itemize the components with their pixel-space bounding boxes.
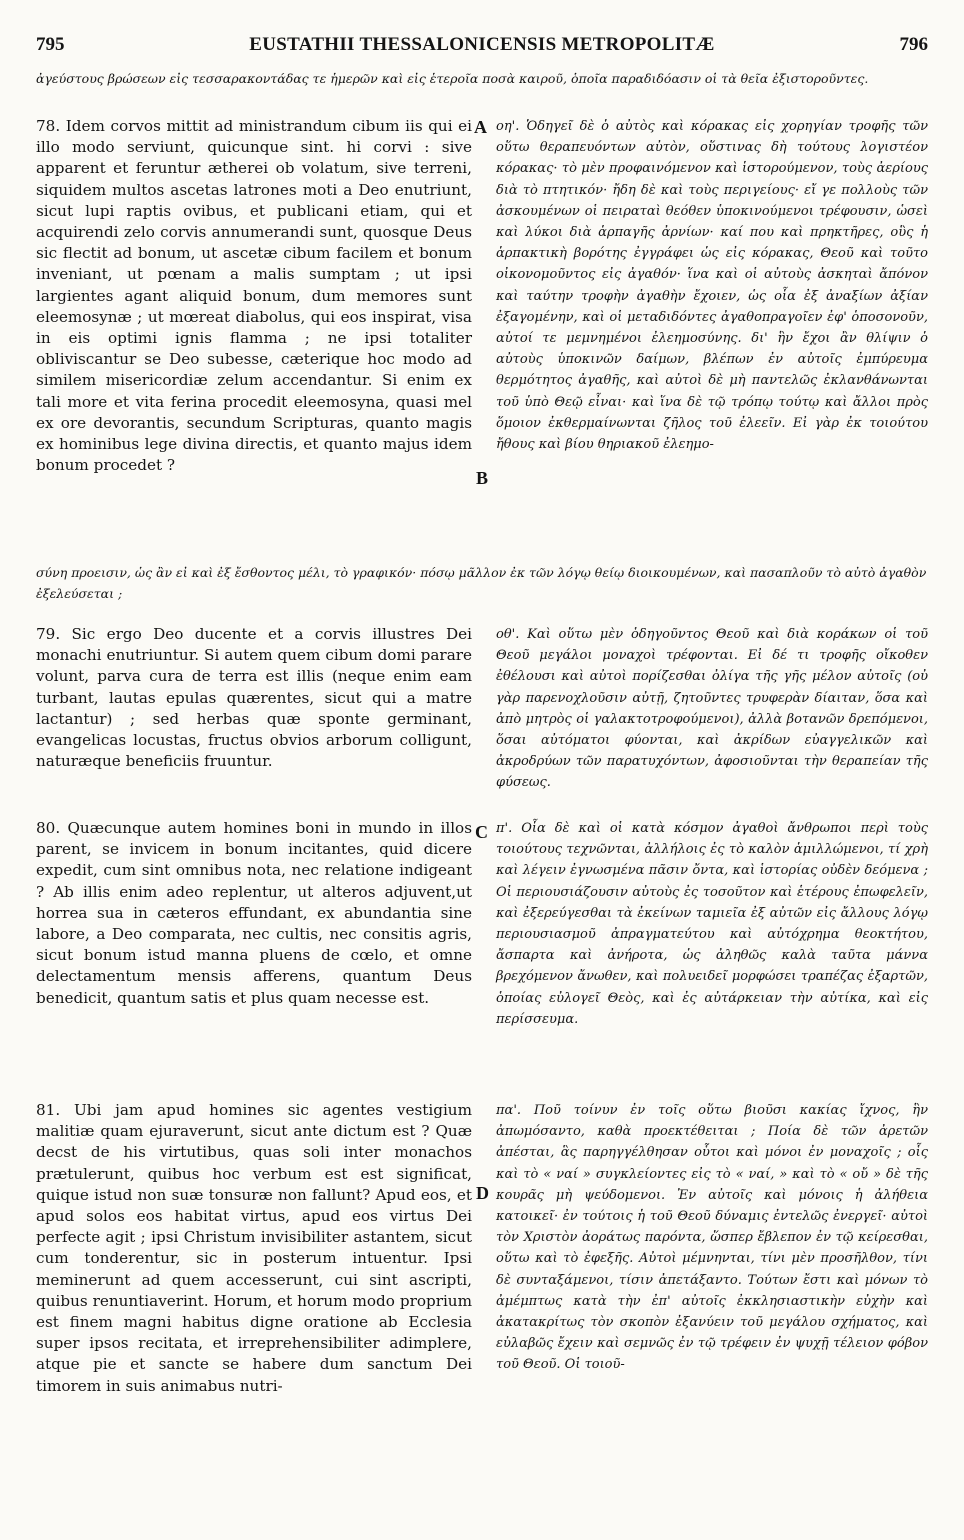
greek-paragraph-80: π'. Οἷα δὲ καὶ οἱ κατὰ κόσμον ἀγαθοὶ ἄνθρωποι περὶ τοὺς τοιούτους τεχνῶνται, ἀλλήλοις ἐς τὸ καλὸν ἁμιλλώμενοι, τί χρὴ καὶ λέγειν ἐγνωσμένα πᾶσιν ὄντα, καὶ ἱστορίας οὐδὲν δεόμενα ; Οἱ περιουσιάζουσιν αὐτοὺς ἐς τοσοῦτον καὶ ἑτέρους ἐπωφελεῖν, καὶ ἐξερεύγεσθαι τὰ ἐκείνων ταμιεῖα ἐξ αὐτῶν εἰς ἄλλους λόγῳ περιουσιασμοῦ ἀπραγματεύτου καὶ αὐτόχρημα θεοκτήτου, ἄσπαρτα καὶ ἀνήροτα, ὡς ἀληθῶς καλὰ ταῦτα μάννα βρεχόμενον ἄνωθεν, καὶ πολυειδεῖ μορφώσει τραπέζας ἐξαρτῶν, ὁποίας εὐλογεῖ Θεὸς, καὶ ἐς αὐτάρκειαν τὴν αὐτίκα, καὶ εἰς περίσσευμα. <box>496 821 928 1027</box>
latin-paragraph-80: 80. Quæcunque autem homines boni in mundo in illos parent, se invicem in bonum incitantes, quid dicere expedit, cum sint omnibus nota, nec relatione indigeant ? Ab illis enim adeo replentur, ut alteros adjuvent,ut horrea sua in cæteros effundant, ex abundantia sine labore, a Deo comparata, nec cultis, nec consitis agris, sicut bonum istud manna pluens de cœlo, et omne delectamentum mensis afferens, quantum Deus benedicit, quantum satis et plus quam necesse est. <box>36 819 472 1007</box>
margin-letter-a: A <box>474 117 487 137</box>
margin-letter-c: C <box>475 822 488 842</box>
greek-paragraph-78-continued: σύνη προεισιν, ὡς ἂν εἰ καὶ ἐξ ἔσθοντος μέλι, τὸ γραφικόν· πόσῳ μᾶλλον ἐκ τῶν λόγῳ θείῳ διοικουμένων, καὶ πασαπλοῦν τὸ αὐτὸ ἀγαθὸν ἐξελεύσεται ; <box>36 565 927 601</box>
margin-letter-b: B <box>476 468 489 488</box>
running-header <box>36 34 928 64</box>
greek-carryover-text: ἀγεύστους βρώσεων εἰς τεσσαρακοντάδας τε ἡμερῶν καὶ εἰς ἑτεροῖα ποσὰ καιροῦ, ὁποῖα παραδιδόασιν οἱ τὰ θεῖα ἐξιστοροῦντες. <box>36 71 869 86</box>
latin-paragraph-81: 81. Ubi jam apud homines sic agentes vestigium malitiæ quam ejuraverunt, sicut ante dictum est ? Quæ decst de his virtutibus, quas soli inter monachos prætulerunt, quibus hoc verbum est est significat, quique istud non suæ tonsuræ non fallunt? Apud eos, et apud solos eos habitat virtus, apud eos virtus Dei perfecte agit ; ipsi Christum invisibiliter astantem, sicut cum tonderentur, sic in posterum intuentur. Ipsi meminerunt ad quem accesserunt, cui sint ascripti, quibus renuntiaverint. Horum, et horum modo proprium est finem magni habitus digne oratione ab Ecclesia super ipsos recitata, et irreprehensibiliter adimplere, atque pie et sancte se habere dum sanctum Dei timorem in suis animabus nutri- <box>36 1101 472 1395</box>
greek-paragraph-79: οθ'. Καὶ οὕτω μὲν ὁδηγοῦντος Θεοῦ καὶ διὰ κοράκων οἱ τοῦ Θεοῦ μεγάλοι μοναχοὶ τρέφονται. Εἰ δέ τι τροφῆς οἴκοθεν ἐθέλουσι καὶ αὐτοὶ πορίζεσθαι ὀλίγα τῆς γῆς μέλον αὐτοῖς (οὐ γὰρ παρενοχλοῦσιν αὐτῇ, ζητοῦντες τρυφερὰν δίαιταν, ὅσα καὶ ἀπὸ μητρὸς οἱ γαλακτοτροφούμενοι), ἀλλὰ βοτανῶν δρεπόμενοι, ὅσαι αὐτόματοι φύονται, καὶ ἀκρίδων εὐαγγελικῶν καὶ ἀκροδρύων τῶν παρατυχόντων, ἀφοσιοῦνται τὴν θεραπείαν τῆς φύσεως. <box>496 627 928 791</box>
page-number-right: 796 <box>899 34 928 55</box>
greek-paragraph-78: οη'. Ὁδηγεῖ δὲ ὁ αὐτὸς καὶ κόρακας εἰς χορηγίαν τροφῆς τῶν οὕτω θεραπευόντων αὐτὸν, οὕστινας δὴ τούτους λογιστέον κόρακας· τὸ μὲν προφαινόμενον καὶ ἱστορούμενον, τοὺς ἀερίους διὰ τὸ πτητικόν· ἤδη δὲ καὶ τοὺς περιγείους· εἴ γε πολλοὺς τῶν ἀσκουμένων οἱ πειραταὶ θεόθεν ὑποκινούμενοι τρέφουσιν, ὡσεὶ καὶ λύκοι διὰ ἁρπαγῆς ἀρνίων· καί που καὶ πρηκτῆρες, οὓς ἡ ἁρπακτικὴ βορότης ἐγγράφει ὡς εἰς κόρακας, Θεοῦ καὶ τοῦτο οἰκονομοῦντος εἰς ἀγαθόν· ἵνα καὶ οἱ αὐτοὺς ἀσκηταὶ ἄπόνον καὶ ταύτην τροφὴν ἀγαθὴν ἔχοιεν, ὡς οἷα ἐξ ἀναξίων ἀξίαν ἐξαγομένην, καὶ οἱ μεταδιδόντες ἀγαθοπραγοῖεν ἐφ' ὁποσονοῦν, αὐτοί τε μεμνημένοι ἐλεημοσύνης. δι' ἣν ἔχοι ἂν θλίψιν ὁ αὐτοὺς ὑποκινῶν δαίμων, βλέπων ἐν αὐτοῖς ἐμπύρευμα θερμότητος ἀγαθῆς, καὶ αὐτοὶ δὲ μὴ παντελῶς ἐκλανθάνωνται τοῦ ὑπὸ Θεῷ εἶναι· καὶ ἵνα δὲ τῷ τρόπῳ τούτῳ καὶ ἄλλοι πρὸς ὅμοιον ἐκθερμαίνωνται ζῆλος τοῦ ἐλεεῖν. Εἰ γὰρ ἐκ τοιούτου ἤθους καὶ βίου θηριακοῦ ἐλεημο- <box>496 119 928 453</box>
running-title: EUSTATHII THESSALONICENSIS METROPOLITÆ <box>249 34 715 55</box>
page-number-left: 795 <box>36 34 65 55</box>
greek-paragraph-81: πα'. Ποῦ τοίνυν ἐν τοῖς οὕτω βιοῦσι κακίας ἴχνος, ἣν ἀπωμόσαντο, καθὰ προεκτέθειται ; Ποία δὲ τῶν ἀρετῶν ἀπέσται, ἃς παρηγγέλθησαν οὗτοι καὶ μόνοι ἐν μοναχοῖς ; οἷς καὶ τὸ « ναί » συγκλείοντες εἰς τὸ « ναί, » καὶ τὸ « οὔ » δὲ τῆς κουρᾶς μὴ ψεύδομενοι. Ἐν αὐτοῖς καὶ μόνοις ἡ ἀλήθεια κατοικεῖ· ἐν τούτοις ἡ τοῦ Θεοῦ δύναμις ἐντελῶς ἐνεργεῖ· αὐτοὶ τὸν Χριστὸν ἀοράτως παρόντα, ὥσπερ ἔβλεπον ἐν τῷ κείρεσθαι, οὕτω καὶ τὸ ἐφεξῆς. Αὐτοὶ μέμνηνται, τίνι μὲν προσῆλθον, τίνι δὲ συνταξάμενοι, τίσιν ἀπετάξαντο. Τούτων ἔστι καὶ μόνων τὸ ἀμέμπτως κατὰ τὴν ἐπ' αὐτοῖς ἐκκλησιαστικὴν εὐχὴν καὶ ἀκατακρίτως τὸν σκοπὸν ἐξανύειν τοῦ μεγάλου σχήματος, καὶ εὐλαβῶς ἔχειν καὶ σεμνῶς ἐν τῷ τρέφειν ἐν ψυχῇ τέλειον φόβον τοῦ Θεοῦ. Οἱ τοιοῦ- <box>496 1103 928 1373</box>
latin-paragraph-78: 78. Idem corvos mittit ad ministrandum cibum iis qui ei illo modo serviunt, quicunque sint. hi corvi : sive apparent et feruntur ætherei ob volatum, sive terreni, siquidem multos ascetas latrones moti a Deo enutriunt, sicut lupi raptis ovibus, et publicani etiam, qui et acquirendi zelo corvis annumerandi sunt, quosque Deus sic flectit ad bonum, ut ascetæ cibum facilem et bonum inveniant, ut pœnam a malis sumptam ; ut ipsi largientes agant aliquid bonum, dum memores sunt eleemosynæ ; ut mœreat diabolus, qui eos inspirat, visa in eis optimi ignis flamma ; ne ipsi totaliter obliviscantur se Deo subesse, cæterique hoc modo ad similem misericordiæ zelum accendantur. Si enim ex tali more et vita ferina procedit eleemosyna, quasi mel ex ore devorantis, secundum Scripturas, quanto magis ex hominibus lege divina directis, et quanto majus idem bonum procedet ? <box>36 117 472 475</box>
latin-paragraph-79: 79. Sic ergo Deo ducente et a corvis illustres Dei monachi enutriuntur. Si autem quem cibum domi parare volunt, parva cura de terra est illis (neque enim eam turbant, lautas epulas quærentes, sicut qui a matre lactantur) ; sed herbas quæ sponte germinant, evangelicas locustas, fructus obvios arborum colligunt, naturæque beneficiis fruuntur. <box>36 625 472 771</box>
margin-letter-d: D <box>476 1183 489 1203</box>
